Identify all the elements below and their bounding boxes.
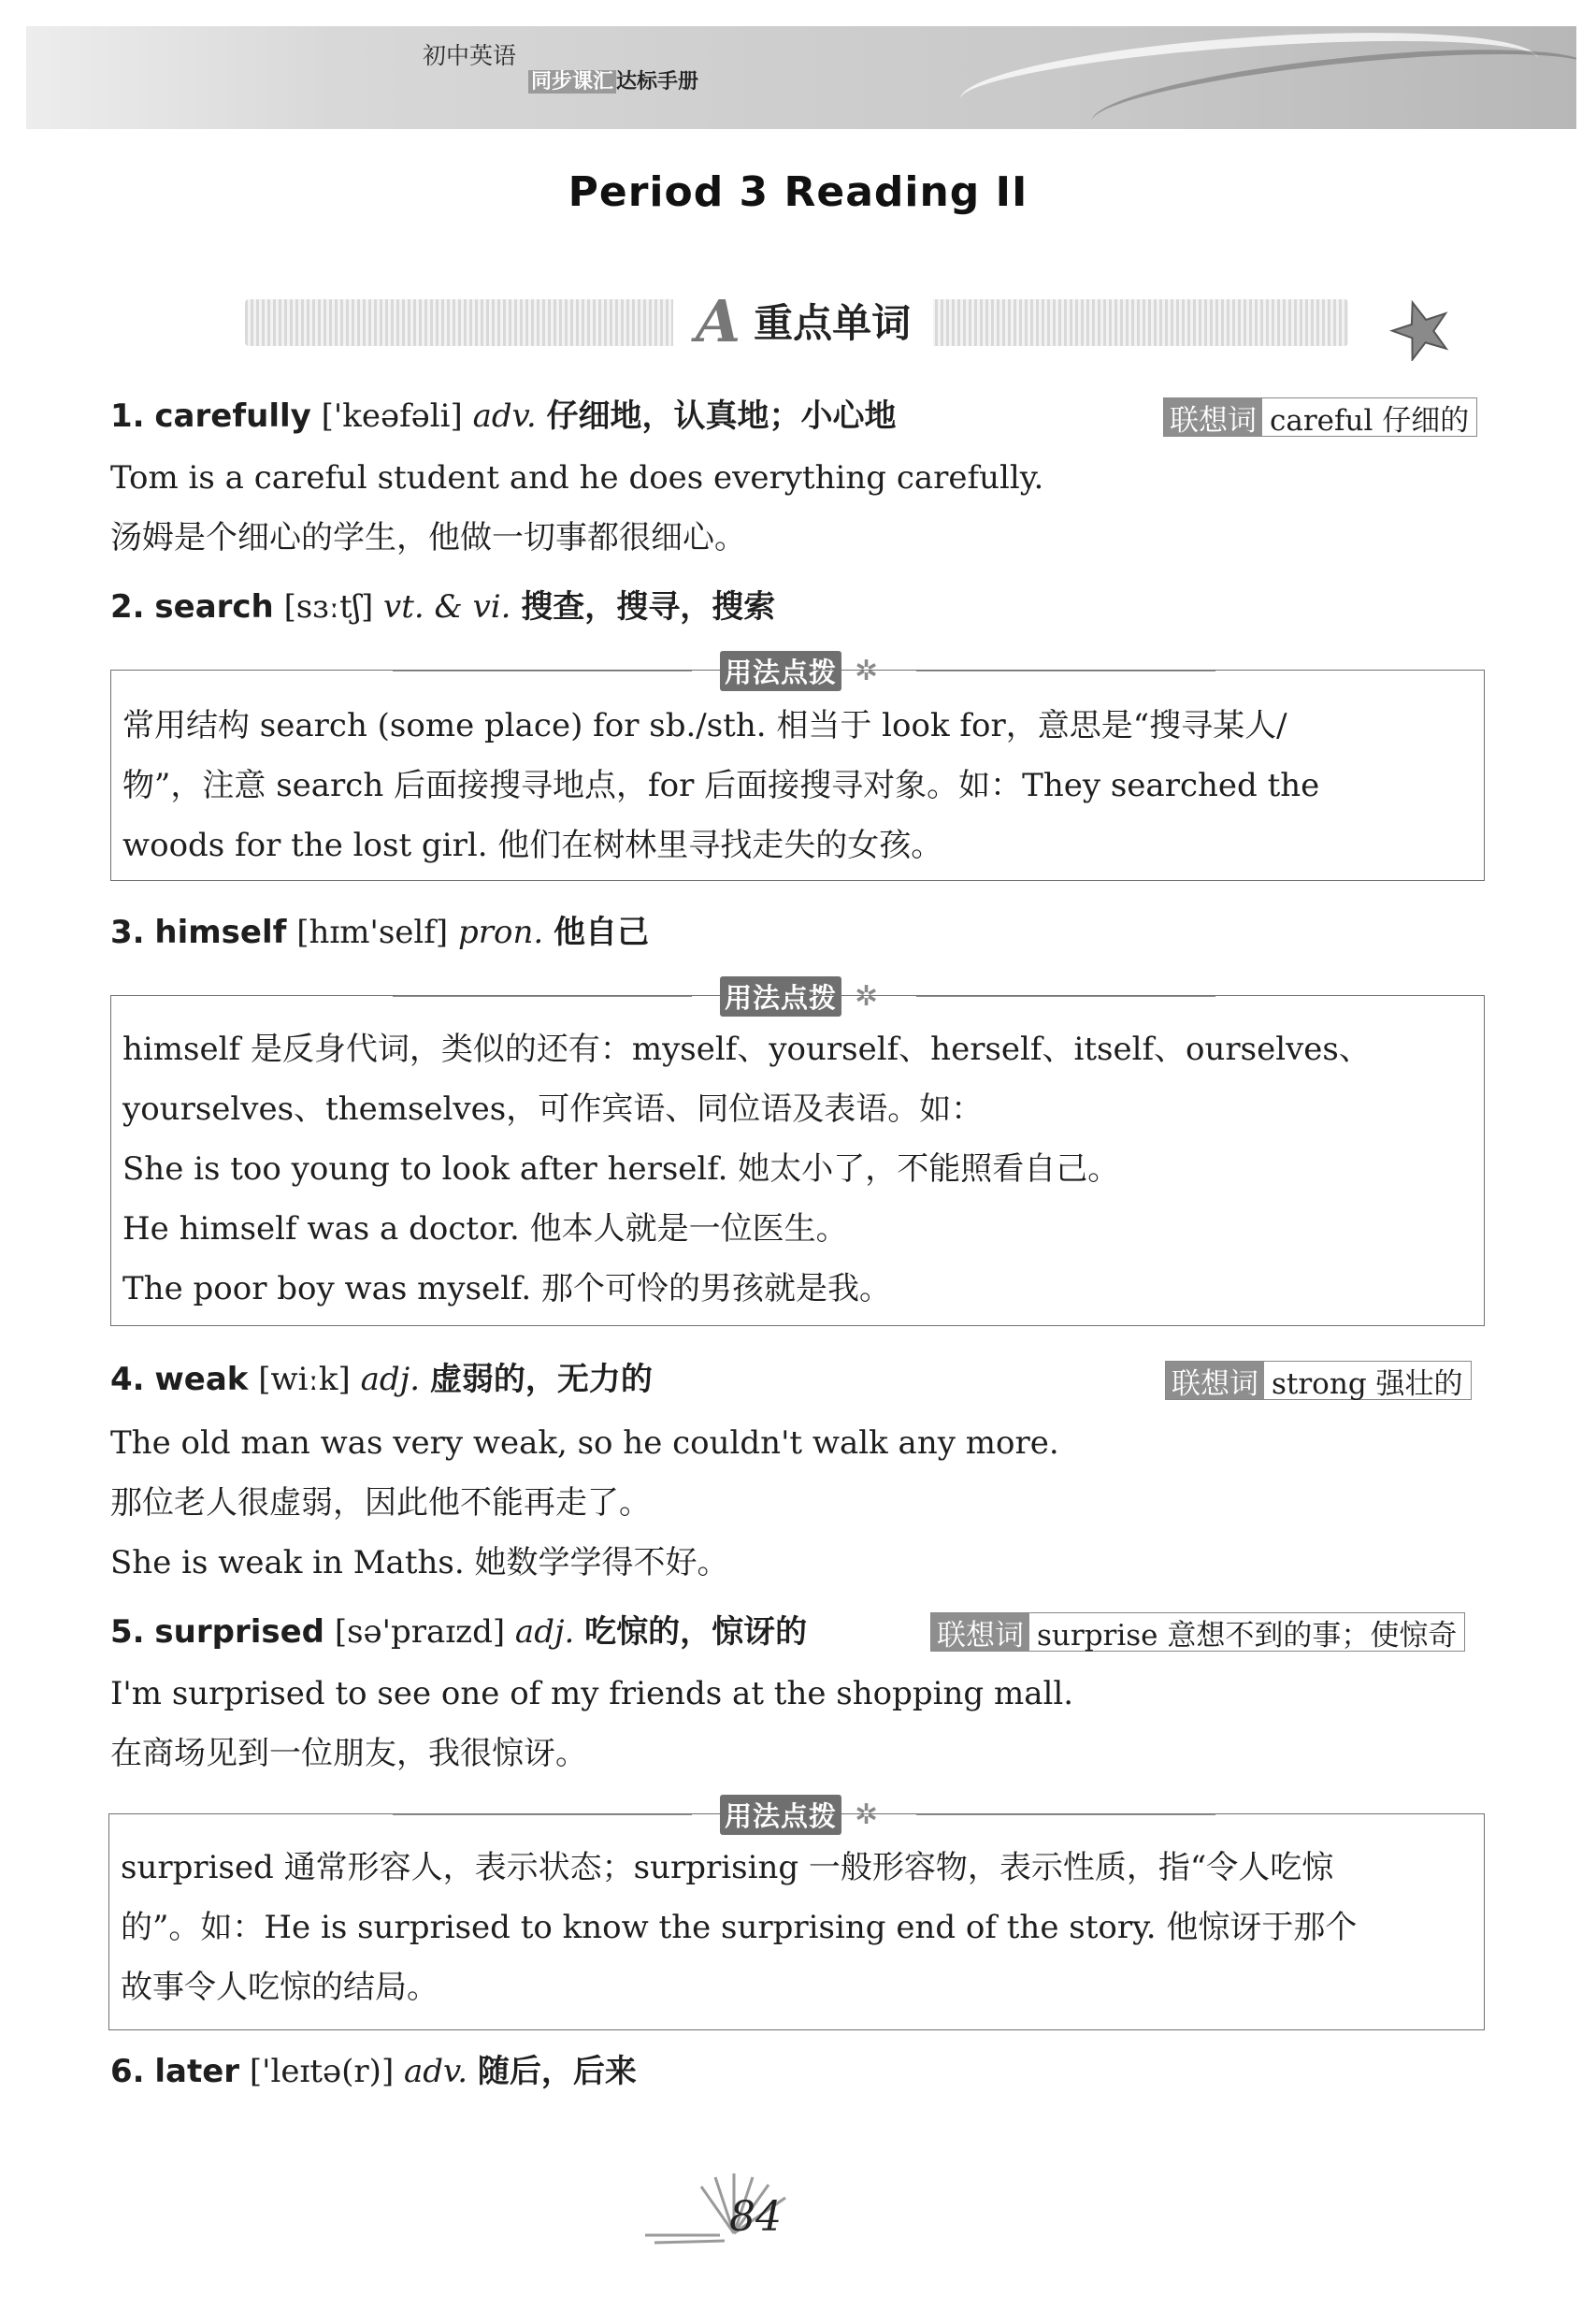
tip-text: 故事令人吃惊的结局。 xyxy=(121,1969,439,2006)
assoc-tag: 联想词 xyxy=(931,1613,1029,1651)
tip-text: He himself was a doctor. 他本人就是一位医生。 xyxy=(122,1210,848,1248)
book-series-highlight: 同步课汇 xyxy=(528,70,616,94)
entry-pos: vt. & vi. xyxy=(383,588,511,626)
word-entry-carefully xyxy=(110,397,897,435)
entry-number: 5. xyxy=(110,1613,145,1651)
example-sentence: The old man was very weak, so he couldn't walk any more. xyxy=(110,1424,1059,1462)
entry-number: 6. xyxy=(110,2053,145,2090)
entry-phonetic: [sə'praɪzd] xyxy=(334,1613,506,1651)
section-letter: A xyxy=(696,286,741,355)
entry-word: surprised xyxy=(154,1613,324,1651)
tip-text: 常用结构 search (some place) for sb./sth. 相当于 look for，意思是“搜寻某人/ xyxy=(122,707,1287,744)
assoc-text: careful 仔细的 xyxy=(1262,398,1476,436)
entry-pos: adj. xyxy=(360,1361,421,1398)
tip-box xyxy=(110,670,1485,881)
book-subject: 初中英语 xyxy=(423,42,517,69)
asterisk-icon: ✲ xyxy=(855,654,879,687)
tip-text: woods for the lost girl. 他们在树林里寻找走失的女孩。 xyxy=(122,827,943,864)
entry-phonetic: [hɪm'self] xyxy=(296,914,449,951)
tip-text: yourselves、themselves，可作宾语、同位语及表语。如： xyxy=(122,1090,984,1128)
tip-text: The poor boy was myself. 那个可怜的男孩就是我。 xyxy=(122,1270,892,1307)
page-title: Period 3 Reading II xyxy=(568,168,1028,216)
assoc-box xyxy=(930,1612,1465,1652)
entry-pos: pron. xyxy=(457,914,544,951)
tip-label: 用法点拨 xyxy=(720,1795,841,1835)
entry-meaning: 虚弱的，无力的 xyxy=(429,1361,653,1398)
assoc-text: strong 强壮的 xyxy=(1264,1362,1471,1399)
entry-pos: adv. xyxy=(404,2053,468,2090)
star-icon xyxy=(1389,297,1453,361)
word-entry-surprised xyxy=(110,1613,808,1651)
entry-pos: adv. xyxy=(472,397,537,435)
word-entry-weak xyxy=(110,1361,653,1398)
entry-phonetic: ['keəfəli] xyxy=(321,397,463,435)
entry-phonetic: [sɜːtʃ] xyxy=(283,588,374,626)
tip-label: 用法点拨 xyxy=(720,651,841,691)
entry-word: himself xyxy=(154,914,287,951)
entry-meaning: 他自己 xyxy=(553,914,649,951)
example-sentence: Tom is a careful student and he does everything carefully. xyxy=(110,459,1044,497)
entry-word: later xyxy=(154,2053,240,2090)
entry-pos: adj. xyxy=(514,1613,575,1651)
entry-number: 3. xyxy=(110,914,145,951)
tip-box xyxy=(108,1813,1485,2030)
example-translation: 那位老人很虚弱，因此他不能再走了。 xyxy=(110,1484,651,1522)
header-banner xyxy=(26,26,1576,129)
tip-box xyxy=(110,995,1485,1326)
example-translation: 在商场见到一位朋友，我很惊讶。 xyxy=(110,1735,587,1772)
section-heading xyxy=(673,288,933,354)
entry-number: 4. xyxy=(110,1361,145,1398)
assoc-text: surprise 意想不到的事；使惊奇 xyxy=(1029,1613,1464,1651)
entry-meaning: 仔细地，认真地；小心地 xyxy=(546,397,897,435)
tip-label: 用法点拨 xyxy=(720,976,841,1017)
asterisk-icon: ✲ xyxy=(855,979,879,1013)
entry-number: 2. xyxy=(110,588,145,626)
entry-word: carefully xyxy=(154,397,311,435)
tip-text: himself 是反身代词，类似的还有：myself、yourself、herself、itself、ourselves、 xyxy=(122,1031,1371,1068)
entry-word: search xyxy=(154,588,274,626)
example-sentence: She is weak in Maths. 她数学学得不好。 xyxy=(110,1544,729,1581)
entry-meaning: 吃惊的，惊讶的 xyxy=(584,1613,808,1651)
assoc-box xyxy=(1163,397,1477,437)
entry-phonetic: ['leɪtə(r)] xyxy=(249,2053,395,2090)
word-entry-later xyxy=(110,2053,637,2090)
example-translation: 汤姆是个细心的学生，他做一切事都很细心。 xyxy=(110,519,746,556)
entry-meaning: 随后，后来 xyxy=(477,2053,637,2090)
tip-text: 物”，注意 search 后面接搜寻地点，for 后面接搜寻对象。如：They searched the xyxy=(122,767,1320,804)
tip-text: surprised 通常形容人，表示状态；surprising 一般形容物，表示性质，指“令人吃惊 xyxy=(121,1849,1334,1886)
assoc-box xyxy=(1165,1361,1472,1400)
entry-phonetic: [wiːk] xyxy=(258,1361,351,1398)
tip-text: She is too young to look after herself. 她太小了，不能照看自己。 xyxy=(122,1150,1120,1188)
assoc-tag: 联想词 xyxy=(1164,398,1262,436)
word-entry-search xyxy=(110,588,776,626)
entry-meaning: 搜查，搜寻，搜索 xyxy=(521,588,776,626)
book-series xyxy=(528,65,698,94)
page-number: 84 xyxy=(729,2193,782,2241)
entry-number: 1. xyxy=(110,397,145,435)
asterisk-icon: ✲ xyxy=(855,1797,879,1831)
example-sentence: I'm surprised to see one of my friends at the shopping mall. xyxy=(110,1675,1074,1712)
book-series-rest: 达标手册 xyxy=(616,70,699,94)
tip-text: 的”。如：He is surprised to know the surprising end of the story. 他惊讶于那个 xyxy=(121,1909,1358,1946)
section-label: 重点单词 xyxy=(754,300,912,346)
word-entry-himself xyxy=(110,914,649,951)
entry-word: weak xyxy=(154,1361,249,1398)
assoc-tag: 联想词 xyxy=(1166,1362,1264,1399)
